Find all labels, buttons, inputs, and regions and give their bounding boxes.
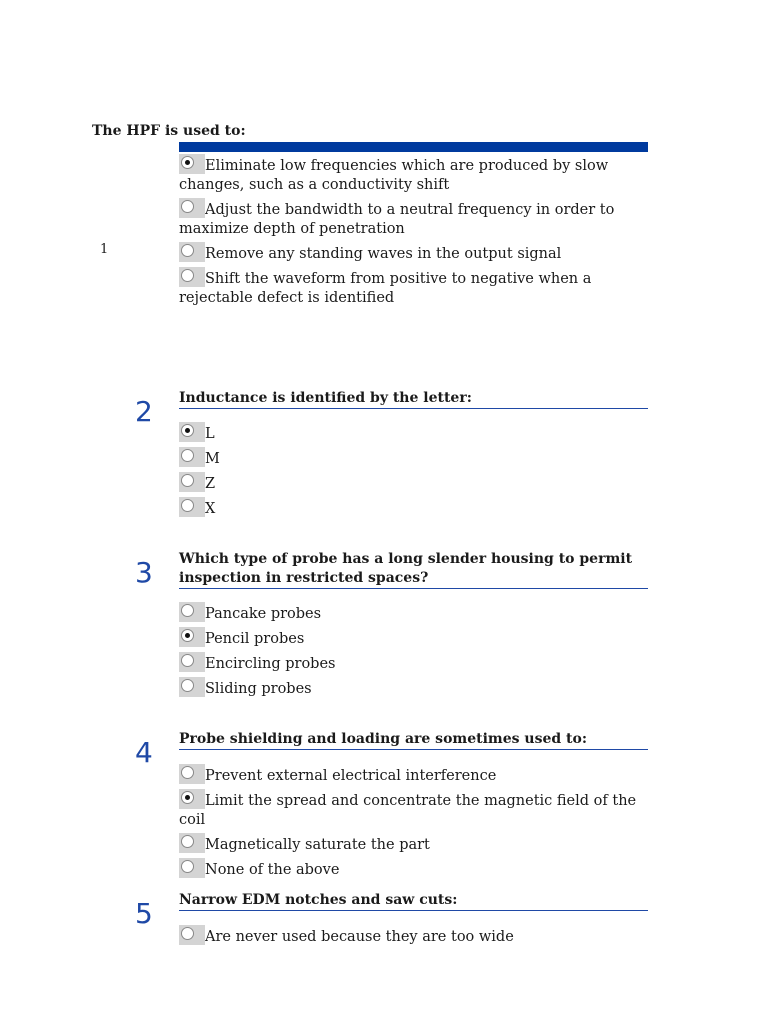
- option-item[interactable]: [179, 450, 648, 469]
- option-label: None of the above: [205, 862, 340, 878]
- radio-button[interactable]: [179, 447, 205, 467]
- question-4-options: [179, 767, 648, 880]
- radio-button[interactable]: [179, 858, 205, 878]
- radio-button[interactable]: [179, 602, 205, 622]
- radio-selected-icon[interactable]: [181, 424, 194, 437]
- radio-selected-icon[interactable]: [181, 791, 194, 804]
- question-2-number: 2: [135, 395, 153, 428]
- option-item[interactable]: [179, 500, 648, 519]
- radio-button[interactable]: [179, 422, 205, 442]
- radio-button[interactable]: [179, 497, 205, 517]
- option-label: Encircling probes: [205, 656, 336, 672]
- option-label: M: [205, 451, 220, 467]
- option-item[interactable]: [179, 630, 648, 649]
- question-4-number: 4: [135, 736, 153, 769]
- question-2-title: Inductance is identified by the letter:: [179, 389, 648, 409]
- option-label: Are never used because they are too wide: [205, 929, 514, 945]
- option-label: Magnetically saturate the part: [205, 837, 430, 853]
- option-label: Shift the waveform from positive to negative when a rejectable defect is identified: [179, 271, 592, 306]
- option-label: Pancake probes: [205, 606, 322, 622]
- radio-unselected-icon[interactable]: [181, 927, 194, 940]
- radio-button[interactable]: [179, 242, 205, 262]
- option-item[interactable]: [179, 680, 648, 699]
- option-item[interactable]: [179, 792, 648, 830]
- question-5-title: Narrow EDM notches and saw cuts:: [179, 891, 648, 911]
- option-item[interactable]: [179, 475, 648, 494]
- option-label: L: [205, 426, 215, 442]
- question-3-title: Which type of probe has a long slender housing to permit inspection in restricted spaces?: [179, 550, 648, 589]
- radio-unselected-icon[interactable]: [181, 766, 194, 779]
- option-item[interactable]: [179, 425, 648, 444]
- option-item[interactable]: [179, 861, 648, 880]
- option-item[interactable]: [179, 245, 648, 264]
- option-item[interactable]: [179, 836, 648, 855]
- question-1-options: [179, 157, 648, 308]
- option-item[interactable]: [179, 270, 648, 308]
- radio-button[interactable]: [179, 267, 205, 287]
- question-header-bar: [179, 142, 648, 152]
- option-label: Z: [205, 476, 216, 492]
- option-item[interactable]: [179, 928, 648, 947]
- radio-selected-icon[interactable]: [181, 629, 194, 642]
- option-item[interactable]: [179, 201, 648, 239]
- radio-button[interactable]: [179, 677, 205, 697]
- radio-unselected-icon[interactable]: [181, 835, 194, 848]
- radio-unselected-icon[interactable]: [181, 679, 194, 692]
- radio-unselected-icon[interactable]: [181, 499, 194, 512]
- option-label: Limit the spread and concentrate the magnetic field of the coil: [179, 793, 637, 828]
- question-1-number: 1: [100, 242, 109, 257]
- option-label: X: [205, 501, 216, 517]
- radio-selected-icon[interactable]: [181, 156, 194, 169]
- question-4-title: Probe shielding and loading are sometimes used to:: [179, 730, 648, 750]
- option-item[interactable]: [179, 157, 648, 195]
- question-5-options: [179, 928, 648, 947]
- radio-button[interactable]: [179, 789, 205, 809]
- radio-button[interactable]: [179, 627, 205, 647]
- option-label: Sliding probes: [205, 681, 312, 697]
- radio-unselected-icon[interactable]: [181, 200, 194, 213]
- radio-button[interactable]: [179, 833, 205, 853]
- radio-unselected-icon[interactable]: [181, 449, 194, 462]
- option-label: Prevent external electrical interference: [205, 768, 497, 784]
- option-label: Eliminate low frequencies which are produced by slow changes, such as a conductivity shift: [179, 158, 609, 193]
- radio-unselected-icon[interactable]: [181, 860, 194, 873]
- radio-button[interactable]: [179, 764, 205, 784]
- question-3-options: [179, 605, 648, 699]
- question-5-number: 5: [135, 897, 153, 930]
- radio-unselected-icon[interactable]: [181, 269, 194, 282]
- question-1-title: The HPF is used to:: [92, 123, 246, 139]
- radio-button[interactable]: [179, 154, 205, 174]
- radio-unselected-icon[interactable]: [181, 604, 194, 617]
- radio-button[interactable]: [179, 925, 205, 945]
- option-item[interactable]: [179, 655, 648, 674]
- radio-unselected-icon[interactable]: [181, 244, 194, 257]
- option-label: Pencil probes: [205, 631, 305, 647]
- radio-button[interactable]: [179, 472, 205, 492]
- radio-unselected-icon[interactable]: [181, 654, 194, 667]
- option-item[interactable]: [179, 767, 648, 786]
- question-2-options: [179, 425, 648, 519]
- option-item[interactable]: [179, 605, 648, 624]
- option-label: Remove any standing waves in the output signal: [205, 246, 562, 262]
- option-label: Adjust the bandwidth to a neutral frequency in order to maximize depth of penetration: [179, 202, 615, 237]
- radio-unselected-icon[interactable]: [181, 474, 194, 487]
- radio-button[interactable]: [179, 198, 205, 218]
- question-3-number: 3: [135, 556, 153, 589]
- radio-button[interactable]: [179, 652, 205, 672]
